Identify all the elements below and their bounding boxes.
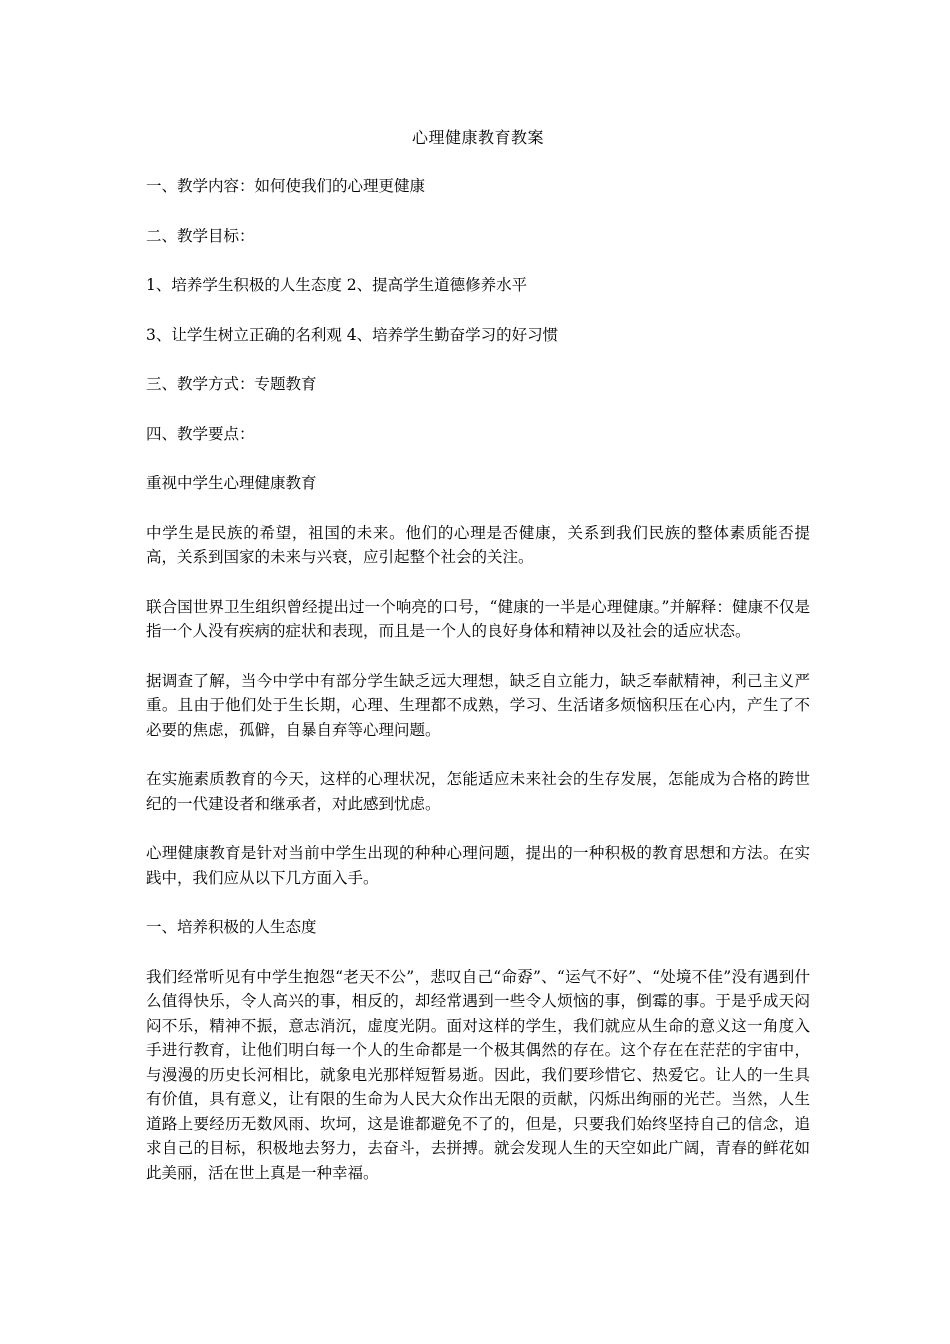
document-page [146,124,810,1210]
paragraph-body: 在实施素质教育的今天，这样的心理状况，怎能适应未来社会的生存发展，怎能成为合格的跨世纪的一代建设者和继承者，对此感到忧虑。 [146,770,810,813]
paragraph-goals-3-4: 3、让学生树立正确的名利观 4、培养学生勤奋学习的好习惯 [146,325,559,344]
paragraph-body: 中学生是民族的希望，祖国的未来。他们的心理是否健康，关系到我们民族的整体素质能否提高，关系到国家的未来与兴衰，应引起整个社会的关注。 [146,523,810,566]
paragraph-body: 据调查了解，当今中学中有部分学生缺乏远大理想，缺乏自立能力，缺乏奉献精神，利己主义严重。且由于他们处于生长期，心理、生理都不成熟，学习、生活诸多烦恼积压在心内，产生了不必要的焦虑，孤僻，自暴自弃等心理问题。 [146,671,810,739]
paragraph-section-title: 重视中学生心理健康教育 [146,474,317,492]
paragraph-key-points-heading: 四、教学要点： [146,424,255,443]
paragraph-teaching-goals-heading: 二、教学目标： [146,226,255,245]
paragraph-goals-1-2: 1、培养学生积极的人生态度 2、提高学生道德修养水平 [146,276,528,294]
paragraph-body: 我们经常听见有中学生抱怨“老天不公”，悲叹自己“命孬”、“运气不好”、“处境不佳”没有遇到什么值得快乐，令人高兴的事，相反的，却经常遇到一些令人烦恼的事，倒霉的事。于是乎成天闷闷不乐，精神不振，意志消沉，虚度光阴。面对这样的学生，我们就应从生命的意义这一角度入手进行教育，让他们明白每一个人的生命都是一个极其偶然的存在。这个存在在茫茫的宇宙中，与漫漫的历史长河相比，就象电光那样短暂易逝。因此，我们要珍惜它、热爱它。让人的一生具有价值，具有意义，让有限的生命为人民大众作出无限的贡献，闪烁出绚丽的光芒。当然，人生道路上要经历无数风雨、坎坷，这是谁都避免不了的，但是，只要我们始终坚持自己的信念，追求自己的目标，积极地去努力，去奋斗，去拼搏。就会发现人生的天空如此广阔，青春的鲜花如此美丽，活在世上真是一种幸福。 [146,967,810,1182]
paragraph-teaching-method: 三、教学方式：专题教育 [146,375,317,393]
paragraph-body: 心理健康教育是针对当前中学生出现的种种心理问题，提出的一种积极的教育思想和方法。在实践中，我们应从以下几方面入手。 [146,844,810,887]
paragraph-subheading: 一、培养积极的人生态度 [146,918,317,936]
paragraph-body: 联合国世界卫生组织曾经提出过一个响亮的口号，“健康的一半是心理健康。”并解释：健康不仅是指一个人没有疾病的症状和表现，而且是一个人的良好身体和精神以及社会的适应状态。 [146,597,810,640]
document-title: 心理健康教育教案 [411,128,544,147]
paragraph-teaching-content: 一、教学内容：如何使我们的心理更健康 [146,177,426,195]
